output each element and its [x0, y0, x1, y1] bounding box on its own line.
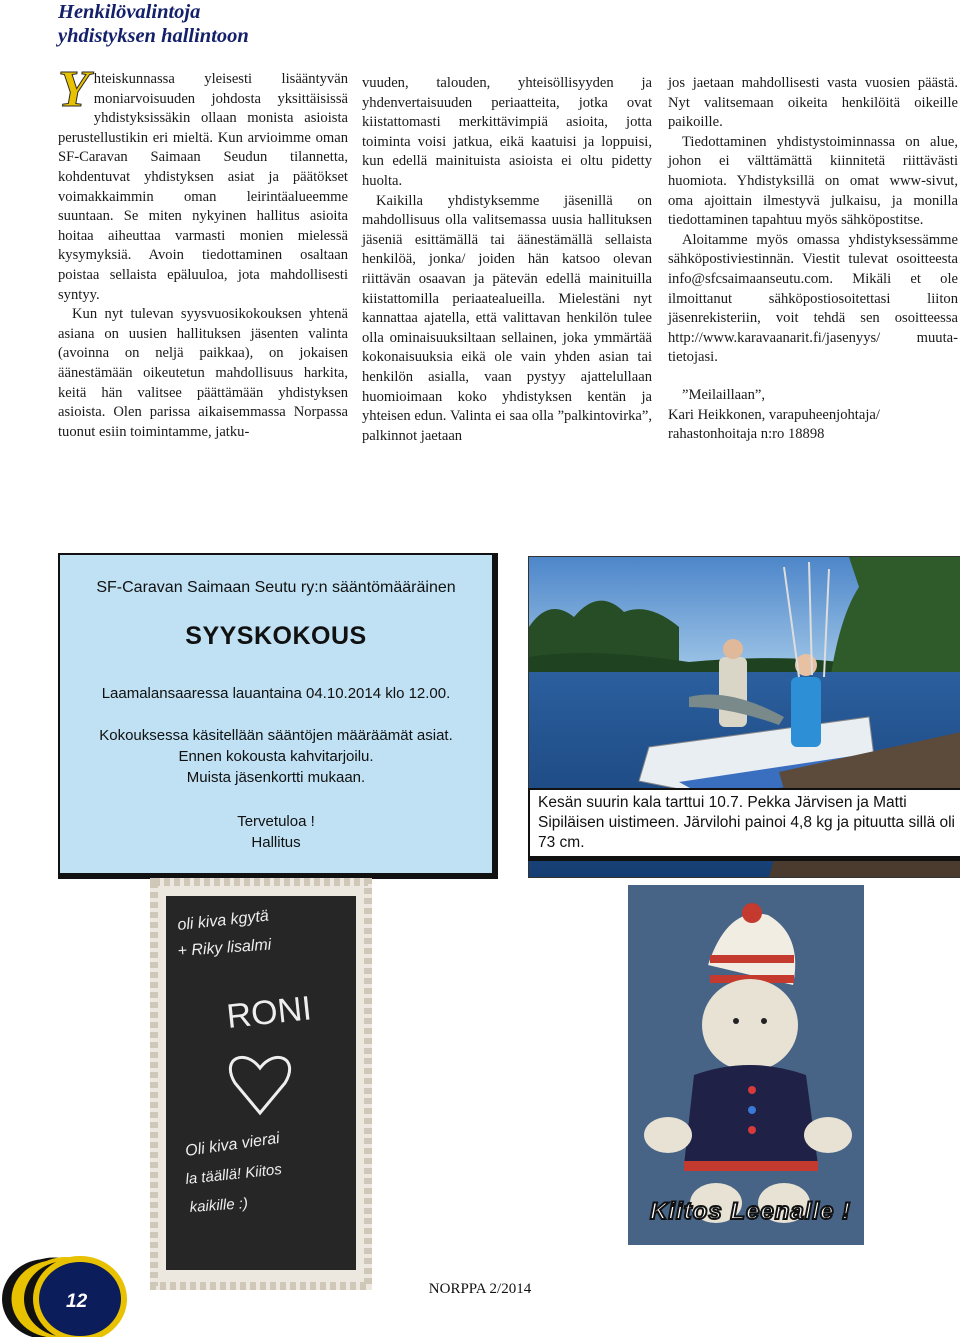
chalk-text: kaikille :) — [189, 1194, 249, 1216]
heading-line-1: Henkilövalintoja — [58, 1, 201, 23]
notice-title: SYYSKOKOUS — [185, 622, 367, 650]
closing-greeting: ”Meilaillaan”, — [682, 386, 766, 403]
meeting-notice-box — [58, 553, 498, 879]
page-number: 12 — [66, 1291, 88, 1312]
chalk-text: oli kiva kgytä — [176, 907, 270, 934]
signature-line: Kari Heikkonen, varapuheenjohtaja/ — [668, 406, 880, 423]
photo-caption: Kesän suurin kala tarttui 10.7. Pekka Järvisen ja Matti Sipiläisen uistimeen. Järvilohi painoi 4,8 kg ja pituutta sillä oli 73 cm. — [528, 788, 960, 861]
notice-signature: Hallitus — [251, 834, 301, 851]
article-column-1 — [58, 61, 348, 442]
chalk-text: Oli kiva vierai — [184, 1129, 281, 1160]
notice-welcome: Tervetuloa ! — [237, 813, 315, 830]
notice-detail: Muista jäsenkortti mukaan. — [186, 769, 366, 786]
paragraph: Kun nyt tulevan syysvuosikokouksen yhtenä asiana on uusien hallituksen jäsenten valinta (avoinna on neljä paikkaa), on jokaisen äänestämään oikeutetun mahdollisuus harkita, keitä hän valitsee päättämään yhdistyksen asioista. Olen parissa aikaisemmassa Norpassa tuonut esiin toimintamme, jatku- — [58, 306, 348, 440]
paragraph — [58, 61, 348, 305]
article-column-2 — [362, 74, 652, 446]
paragraph: Aloitamme myös omassa yhdistyksessämme sähköpostiviestinnän. Viestit tulevat osoitteesta info@sfcsaimaanseutu.com. Mikäli et ole ilmoittanut sähköpostiosoitettasi liiton jäsenrekisteriin, voit tehdä sen osoitteessa http://www.karavaanarit.fi/jasenyys/ muuta-tietojasi. — [668, 231, 958, 366]
signature-line: rahastonhoitaja n:ro 18898 — [668, 426, 825, 443]
notice-closing — [60, 811, 492, 853]
notice-details — [60, 725, 492, 788]
drop-cap: Y — [58, 61, 90, 118]
chalkboard-illustration — [150, 878, 372, 1290]
notice-detail: Ennen kokousta kahvitarjoilu. — [178, 748, 374, 765]
paragraph: Kaikilla yhdistyksemme jäsenillä on mahdollisuus olla valitsemassa uusia hallituksen jäseniä esittämällä tai äänestämällä sellaista henkilöä, jonka/ joiden hän katsoo olevan riittävän osaavan ja pätevän edellä mainituilla kiistattomilla periaatealueilla. Mielestäni nyt kannattaa ajatella, että valittavan henkilön tulee olla ominaisuuksiltaan sellainen, joka ymmärtää kokonaisuuksia eikä ole vain yhden asian tai henkilön asialla, vaan pystyy ajattelullaan huomioimaan koko yhdistyksen kentän ja yhteisen edun. Valinta ei saa olla ”palkintovirka”, palkinnot jaetaan — [362, 192, 652, 444]
doll-caption: Kiitos Leenalle ! — [650, 1198, 852, 1225]
paragraph: vuuden, talouden, yhteisöllisyyden ja yhdenvertaisuuden periaatteita, jotka ovat kiistattomasti merkittävimpiä asioita, jotta toiminta voisi jatkua, eikä kaatuisi ja loppuisi, kun edellä mainituista asioista ei oltu pidetty huolta. — [362, 75, 652, 189]
article-heading — [58, 0, 338, 48]
paragraph-text: hteiskunnassa yleisesti lisääntyvän moniarvoisuuden johdosta yksittäisissä yhdistyksissäkin ollaan monista asioista perustellustikin eri mieltä. Kun arvioimme oman SF-Caravan Saimaan Seudun tilannetta, kohdentuvat yhdistyksen asiat ja päätökset voimakkaimmin oman leirintäalueemme suuntaan. Se miten nykyinen hallitus asioita hoitaa aiheuttaa varmasti monien mielessä kysymyksiä. Avoin tiedottaminen osaltaan poistaa sellaista epäluuloa, jota mahdollisesti syntyy. — [58, 71, 348, 303]
article-column-3 — [668, 74, 958, 445]
knitted-doll-illustration — [628, 885, 864, 1245]
heading-line-2: yhdistyksen hallintoon — [58, 25, 249, 47]
doll-photo — [628, 885, 864, 1245]
paragraph: Tiedottaminen yhdistystoiminnassa on alue, johon ei välttämättä kiinnitetä riittävästi huomiota. Yhdistyksillä on omat www-sivut, oma ajoittain ilmestyvä julkaisu, ja monilla tiedottaminen tapahtuu myös sähköpostitse. — [668, 133, 958, 229]
notice-detail: Kokouksessa käsitellään sääntöjen määräämät asiat. — [99, 727, 453, 744]
chalk-text: la täällä! Kiitos — [184, 1160, 283, 1188]
notice-organizer: SF-Caravan Saimaan Seutu ry:n sääntömääräinen — [96, 579, 456, 596]
notice-date: Laamalansaaressa lauantaina 04.10.2014 klo 12.00. — [101, 685, 451, 702]
publication-footer: NORPPA 2/2014 — [428, 1281, 532, 1297]
chalk-text: + Riky lisalmi — [177, 936, 272, 960]
chalk-name: RONI — [224, 989, 314, 1036]
paragraph: jos jaetaan mahdollisesti vasta vuosien päästä. Nyt valitsemaan oikeita henkilöitä oikeille paikoille. — [668, 75, 958, 131]
chalkboard-photo — [150, 878, 372, 1290]
